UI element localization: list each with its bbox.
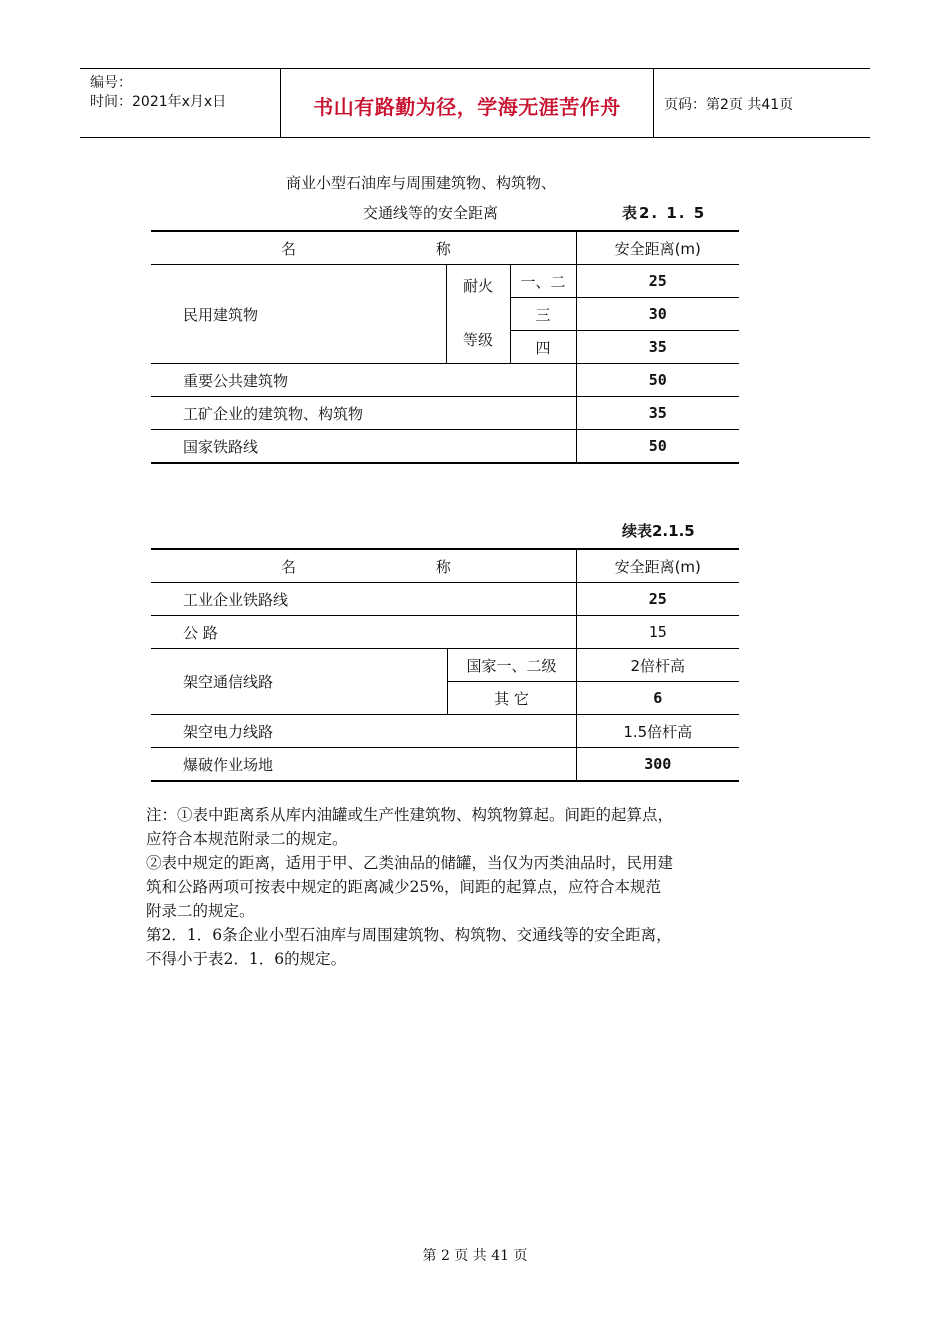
row-label: 工业企业铁路线 <box>151 583 576 616</box>
table1-number: 表2. 1. 5 <box>622 204 707 222</box>
note-line: 应符合本规范附录二的规定。 <box>146 830 348 848</box>
safety-distance-table <box>151 230 739 464</box>
sub-value: 2倍杆高 <box>576 649 739 682</box>
notes-block <box>146 803 826 971</box>
header-distance-cell: 安全距离(m) <box>576 549 739 583</box>
civil-building-label: 民用建筑物 <box>151 265 446 364</box>
sub-label: 其 它 <box>447 682 576 715</box>
fire-rating-label: 耐火 等级 <box>446 265 510 364</box>
motto-text: 书山有路勤为径，学海无涯苦作舟 <box>313 95 621 119</box>
table2-title: 续表2.1.5 <box>622 522 695 540</box>
row-label: 工矿企业的建筑物、构筑物 <box>151 397 576 430</box>
table-row <box>151 616 739 649</box>
note-line: 筑和公路两项可按表中规定的距离减少25%，间距的起算点，应符合本规范 <box>146 878 661 896</box>
table-row <box>151 430 739 464</box>
header-distance-cell: 安全距离(m) <box>576 231 739 265</box>
table-row <box>151 397 739 430</box>
page-footer: 第 2 页 共 41 页 <box>422 1248 528 1264</box>
table1-caption-line2: 交通线等的安全距离 <box>363 204 499 222</box>
number-label: 编号： <box>90 75 132 91</box>
row-value: 25 <box>576 583 739 616</box>
table-row <box>151 583 739 616</box>
sub-label: 国家一、二级 <box>447 649 576 682</box>
row-label: 重要公共建筑物 <box>151 364 576 397</box>
table1-caption-line1: 商业小型石油库与周围建筑物、构筑物、 <box>286 174 557 192</box>
row-value: 300 <box>576 748 739 782</box>
table-row <box>151 364 739 397</box>
header-meta <box>80 69 281 137</box>
grade-value: 35 <box>576 331 739 364</box>
date-label: 时间：2021年x月x日 <box>90 94 227 110</box>
header-name-cell: 名 称 <box>151 549 576 583</box>
table-row <box>151 649 739 682</box>
grade-cell: 三 <box>510 298 576 331</box>
row-value: 15 <box>576 616 739 649</box>
overhead-comm-label: 架空通信线路 <box>151 649 447 715</box>
header-page-cell <box>654 69 870 137</box>
row-label: 爆破作业场地 <box>151 748 576 782</box>
row-label: 架空电力线路 <box>151 715 576 748</box>
grade-cell: 四 <box>510 331 576 364</box>
sub-value: 6 <box>576 682 739 715</box>
note-line: 第2．1．6条企业小型石油库与周围建筑物、构筑物、交通线等的安全距离， <box>146 926 672 944</box>
grade-cell: 一、二 <box>510 265 576 298</box>
table-row <box>151 265 739 298</box>
note-line: 附录二的规定。 <box>146 902 255 920</box>
note-line: ②表中规定的距离，适用于甲、乙类油品的储罐，当仅为丙类油品时，民用建 <box>146 854 674 872</box>
page-label: 页码：第2页 共41页 <box>664 97 794 113</box>
row-value: 50 <box>576 430 739 464</box>
header-motto-cell <box>281 69 654 137</box>
row-value: 50 <box>576 364 739 397</box>
table-row <box>151 715 739 748</box>
note-line: 不得小于表2．1．6的规定。 <box>146 950 347 968</box>
grade-value: 25 <box>576 265 739 298</box>
table-row <box>151 748 739 782</box>
row-label: 公 路 <box>151 616 576 649</box>
table-header-row <box>151 231 739 265</box>
grade-value: 30 <box>576 298 739 331</box>
row-value: 1.5倍杆高 <box>576 715 739 748</box>
row-value: 35 <box>576 397 739 430</box>
page-header <box>80 68 870 138</box>
continued-distance-table <box>151 548 739 782</box>
table-header-row <box>151 549 739 583</box>
row-label: 国家铁路线 <box>151 430 576 464</box>
header-name-cell: 名 称 <box>151 231 576 265</box>
note-line: 注：①表中距离系从库内油罐或生产性建筑物、构筑物算起。间距的起算点， <box>146 806 674 824</box>
